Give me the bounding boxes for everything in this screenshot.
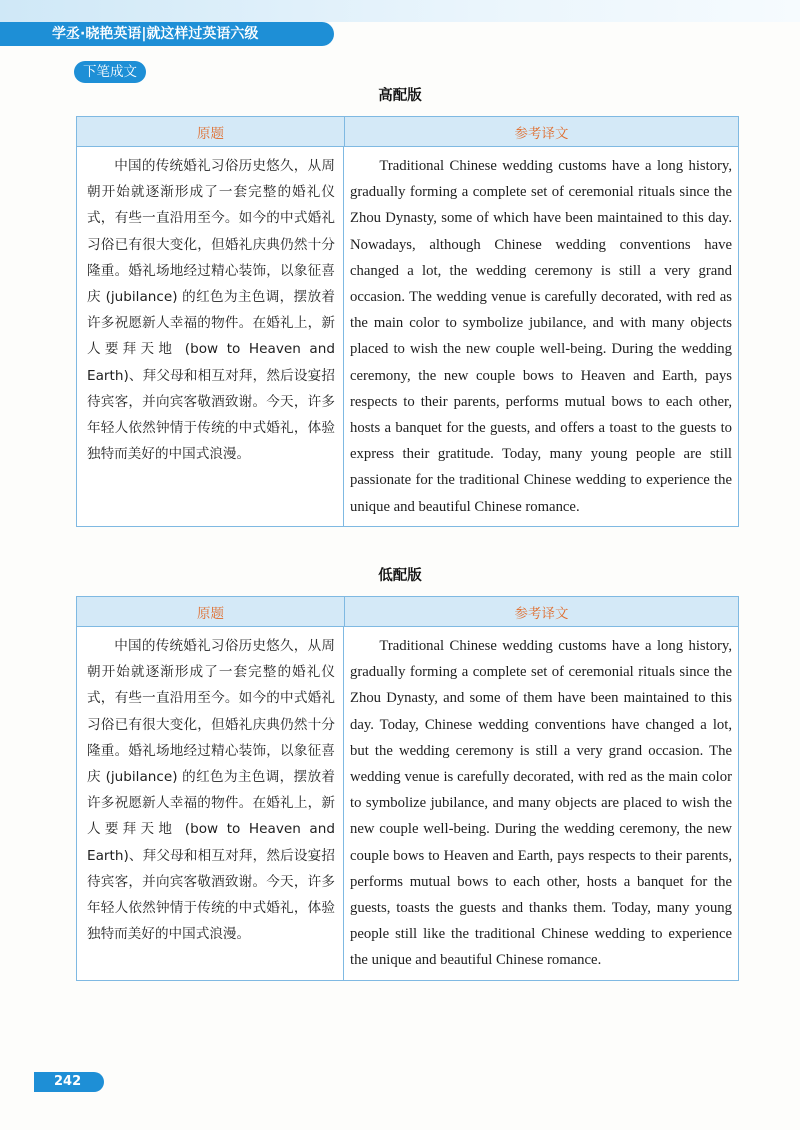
section-label: 下笔成文 [74,61,146,83]
low-version-table [76,596,739,981]
low-version-title: 低配版 [378,568,422,584]
original-chinese-text: 中国的传统婚礼习俗历史悠久，从周朝开始就逐渐形成了一套完整的婚礼仪式，有些一直沿用至今。如今的中式婚礼习俗已有很大变化，但婚礼庆典仍然十分隆重。婚礼场地经过精心装饰，以象征喜庆 (jubilance) 的红色为主色调，摆放着许多祝愿新人幸福的物件。在婚礼上，新人要拜天地 (bow to Heaven and Earth)、拜父母和相互对拜，然后设宴招待宾客，并向宾客敬酒致谢。今天，许多年轻人依然钟情于传统的中式婚礼，体验独特而美好的中国式浪漫。 [77,627,344,980]
table-body [77,627,738,980]
page-number: 242 [34,1072,104,1092]
column-header-original: 原题 [77,117,345,146]
original-chinese-text: 中国的传统婚礼习俗历史悠久，从周朝开始就逐渐形成了一套完整的婚礼仪式，有些一直沿用至今。如今的中式婚礼习俗已有很大变化，但婚礼庆典仍然十分隆重。婚礼场地经过精心装饰，以象征喜庆 (jubilance) 的红色为主色调，摆放着许多祝愿新人幸福的物件。在婚礼上，新人要拜天地 (bow to Heaven and Earth)、拜父母和相互对拜，然后设宴招待宾客，并向宾客敬酒致谢。今天，许多年轻人依然钟情于传统的中式婚礼，体验独特而美好的中国式浪漫。 [77,147,344,526]
header-band [0,0,800,22]
column-header-translation: 参考译文 [514,125,569,142]
english-translation-text: Traditional Chinese wedding customs have a long history, gradually forming a complete set of ceremonial rituals since the Zhou Dynasty, and some of them have been maintained to this day. Today, Chinese wedding conventions have changed a lot, but the wedding ceremony is still a very grand occasion. The wedding venue is carefully decorated, with red as the main color to symbolize jubilance, and many objects are placed to wish the new couple well-being. During the wedding ceremony, the new couple bows to Heaven and Earth, pays respects to their parents, performs mutual bows to each other, hosts a banquet for the guests, toasts the guests and thanks them. Today, many young people still like the traditional Chinese wedding to experience the unique and beautiful Chinese romance. [350,638,732,969]
table-header [77,117,738,147]
table-body [77,147,738,526]
running-header: 学丞·晓艳英语|就这样过英语六级 [0,22,334,46]
table-header [77,597,738,627]
column-header-original: 原题 [77,597,345,626]
high-version-table [76,116,739,527]
high-version-title: 高配版 [378,88,422,104]
column-header-translation: 参考译文 [514,605,569,622]
english-translation-text: Traditional Chinese wedding customs have a long history, gradually forming a complete set of ceremonial rituals since the Zhou Dynasty, some of which have been maintained to this day. Nowadays, although Chinese wedding conventions have changed a lot, the wedding ceremony is still a very grand occasion. The wedding venue is carefully decorated, with red as the main color to symbolize jubilance, and with many objects placed to wish the new couple well-being. During the wedding ceremony, the new couple bows to Heaven and Earth, pays respects to their parents, performs mutual bows to each other, hosts a banquet for the guests, and offers a toast to the guests to express their gratitude. Today, many young people are still passionate for the traditional Chinese wedding to experience the unique and beautiful Chinese romance. [350,158,732,515]
